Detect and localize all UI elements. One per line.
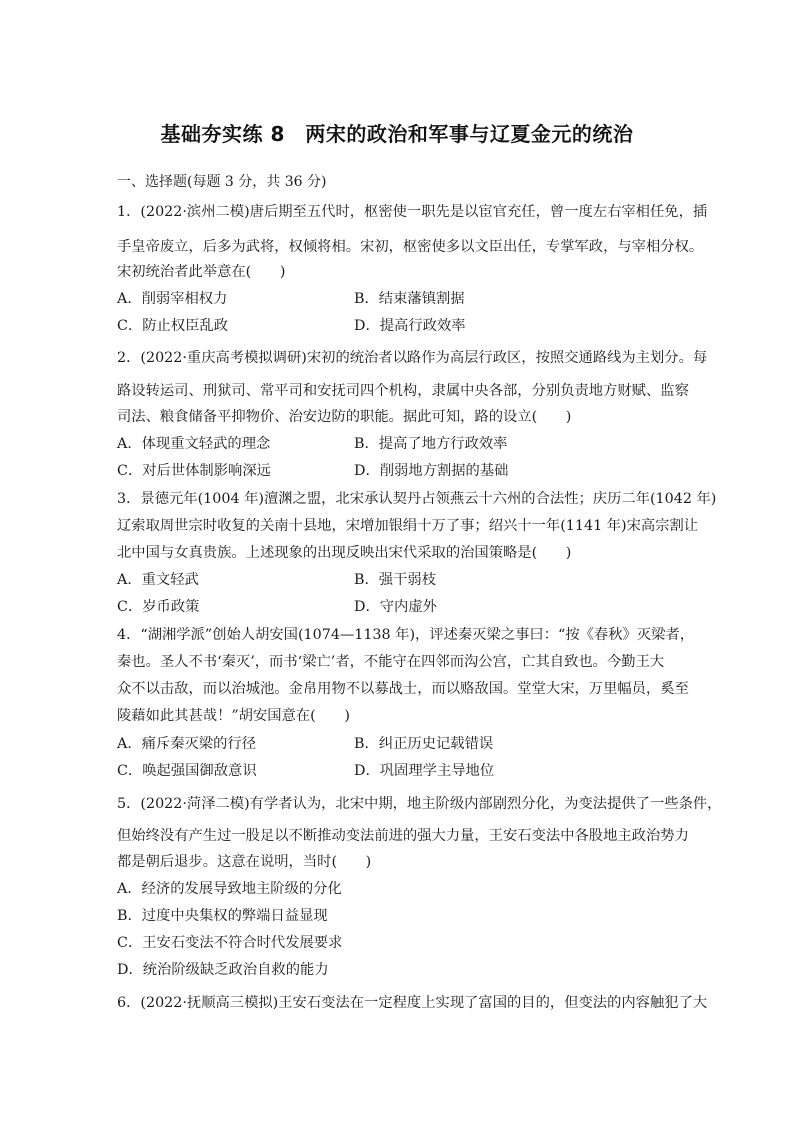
question-3-line-3: 北中国与女真贵族。上述现象的出现反映出宋代采取的治国策略是( ) bbox=[117, 545, 572, 561]
question-2-option-d: D．削弱地方割据的基础 bbox=[354, 463, 509, 479]
question-6-line-1: 6．(2022·抚顺高三模拟)王安石变法在一定程度上实现了富国的目的，但变法的内容触犯了大 bbox=[117, 995, 708, 1011]
question-5-line-3: 都是朝后退步。这意在说明，当时( ) bbox=[117, 854, 372, 870]
question-3-line-1: 3．景德元年(1004 年)澶渊之盟，北宋承认契丹占领燕云十六州的合法性；庆历二年(1042 年) bbox=[117, 491, 717, 507]
question-5-option-a: A．经济的发展导致地主阶级的分化 bbox=[117, 881, 342, 897]
question-1-option-d: D．提高行政效率 bbox=[354, 318, 466, 334]
question-2-line-1: 2．(2022·重庆高考模拟调研)宋初的统治者以路作为高层行政区，按照交通路线为主划分。每 bbox=[117, 350, 708, 366]
question-3-option-c: C．岁币政策 bbox=[117, 599, 200, 615]
question-5-option-d: D．统治阶级缺乏政治自救的能力 bbox=[117, 962, 329, 978]
page-title: 基础夯实练 8 两宋的政治和军事与辽夏金元的统治 bbox=[160, 122, 634, 146]
question-2-option-c: C．对后世体制影响深远 bbox=[117, 463, 271, 479]
question-4-line-4: 陵藉如此其甚哉！”胡安国意在( ) bbox=[117, 708, 350, 724]
question-4-option-a: A．痛斥秦灭梁的行径 bbox=[117, 736, 256, 752]
question-2-line-3: 司法、粮食储备平抑物价、治安边防的职能。据此可知，路的设立( ) bbox=[117, 409, 572, 425]
question-3-option-d: D．守内虚外 bbox=[354, 599, 437, 615]
question-2-option-a: A．体现重文轻武的理念 bbox=[117, 436, 271, 452]
question-1-option-a: A．削弱宰相权力 bbox=[117, 291, 228, 307]
question-5-line-2: 但始终没有产生过一股足以不断推动变法前进的强大力量，王安石变法中各股地主政治势力 bbox=[117, 828, 689, 844]
question-1-option-c: C．防止权臣乱政 bbox=[117, 318, 229, 334]
question-1-option-b: B．结束藩镇割据 bbox=[354, 291, 465, 307]
question-1-line-2: 手皇帝废立，后多为武将，权倾将相。宋初，枢密使多以文臣出任，专掌军政，与宰相分权。 bbox=[117, 239, 704, 255]
section-heading: 一、选择题(每题 3 分，共 36 分) bbox=[117, 174, 327, 190]
question-1-line-3: 宋初统治者此举意在( ) bbox=[117, 264, 286, 280]
question-2-option-b: B．提高了地方行政效率 bbox=[354, 436, 508, 452]
question-5-option-b: B．过度中央集权的弊端日益显现 bbox=[117, 908, 328, 924]
question-4-line-2: 秦也。圣人不书‘秦灭’，而书‘梁亡’者，不能守在四邻而沟公宫，亡其自致也。今勤王大 bbox=[117, 654, 665, 670]
question-3-line-2: 辽索取周世宗时收复的关南十县地，宋增加银绢十万了事；绍兴十一年(1141 年)宋高宗割让 bbox=[117, 518, 699, 534]
question-4-line-3: 众不以击敌，而以治城池。金帛用物不以募战士，而以赂敌国。堂堂大宋，万里幅员，奚至 bbox=[117, 681, 689, 697]
question-5-option-c: C．王安石变法不符合时代发展要求 bbox=[117, 935, 343, 951]
question-1-line-1: 1．(2022·滨州二模)唐后期至五代时，枢密使一职先是以宦官充任，曾一度左右宰相任免，插 bbox=[117, 204, 708, 220]
question-5-line-1: 5．(2022·菏泽二模)有学者认为，北宋中期，地主阶级内部剧烈分化，为变法提供了一些条件， bbox=[117, 796, 722, 812]
question-2-line-2: 路设转运司、刑狱司、常平司和安抚司四个机构，隶属中央各部，分别负责地方财赋、监察 bbox=[117, 383, 689, 399]
question-4-option-c: C．唤起强国御敌意识 bbox=[117, 763, 257, 779]
question-4-line-1: 4．“湖湘学派”创始人胡安国(1074—1138 年)，评述秦灭梁之事曰：“按《春秋》灭梁者， bbox=[117, 627, 694, 643]
question-4-option-b: B．纠正历史记载错误 bbox=[354, 736, 494, 752]
question-3-option-a: A．重文轻武 bbox=[117, 572, 199, 588]
question-4-option-d: D．巩固理学主导地位 bbox=[354, 763, 495, 779]
question-3-option-b: B．强干弱枝 bbox=[354, 572, 436, 588]
